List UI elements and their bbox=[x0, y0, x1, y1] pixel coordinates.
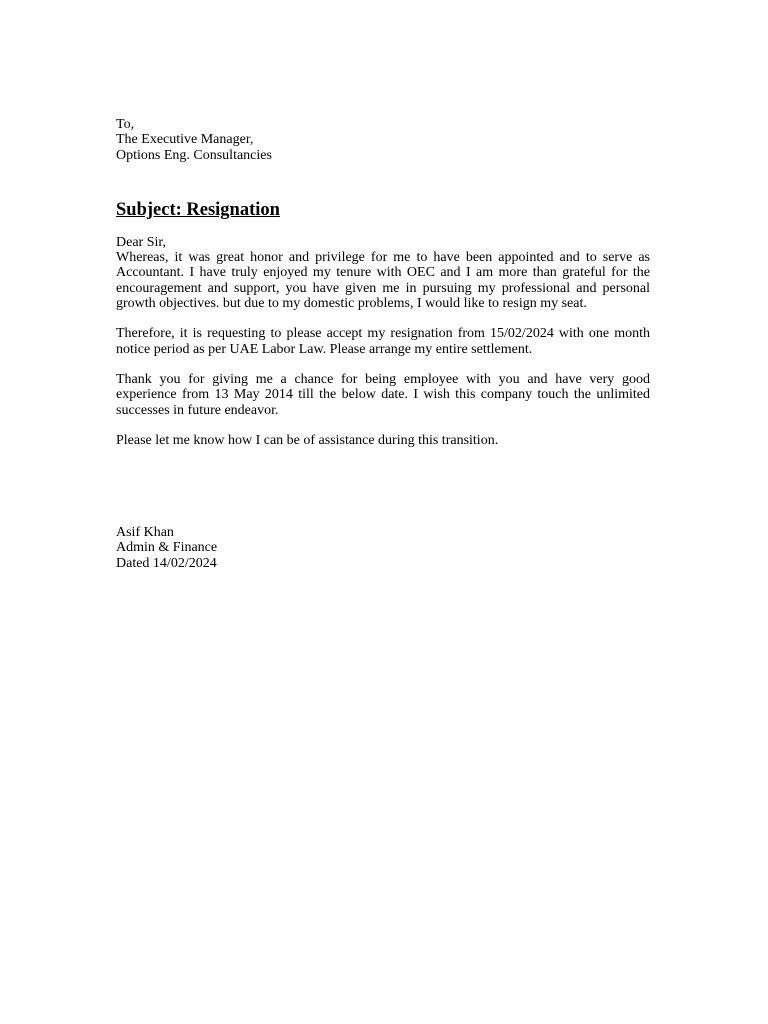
signature-date: Dated 14/02/2024 bbox=[116, 555, 217, 571]
body-paragraph-2: Therefore, it is requesting to please accept my resignation from 15/02/2024 with one month notice period as per UAE Labor Law. Please arrange my entire settlement. bbox=[116, 326, 650, 357]
letter-page bbox=[116, 117, 650, 571]
recipient-company: Options Eng. Consultancies bbox=[116, 147, 272, 163]
signature-department: Admin & Finance bbox=[116, 540, 218, 556]
recipient-block bbox=[116, 117, 650, 163]
greeting: Dear Sir, bbox=[116, 234, 166, 250]
body-paragraph-4: Please let me know how I can be of assistance during this transition. bbox=[116, 432, 499, 448]
subject-heading: Subject: Resignation bbox=[116, 199, 280, 220]
body-paragraph-1: Whereas, it was great honor and privilege for me to have been appointed and to serve as Accountant. I have truly enjoyed my tenure with OEC and I am more than grateful for the encouragement and support, you have given me in pursuing my professional and personal growth objectives. but due to my domestic problems, I would like to resign my seat. bbox=[116, 250, 650, 312]
signature-block bbox=[116, 525, 650, 571]
body-paragraph-3: Thank you for giving me a chance for being employee with you and have very good experience from 13 May 2014 till the below date. I wish this company touch the unlimited successes in future endeavor. bbox=[116, 371, 650, 418]
signature-name: Asif Khan bbox=[116, 525, 174, 541]
recipient-to: To, bbox=[116, 117, 135, 132]
recipient-title: The Executive Manager, bbox=[116, 132, 254, 148]
